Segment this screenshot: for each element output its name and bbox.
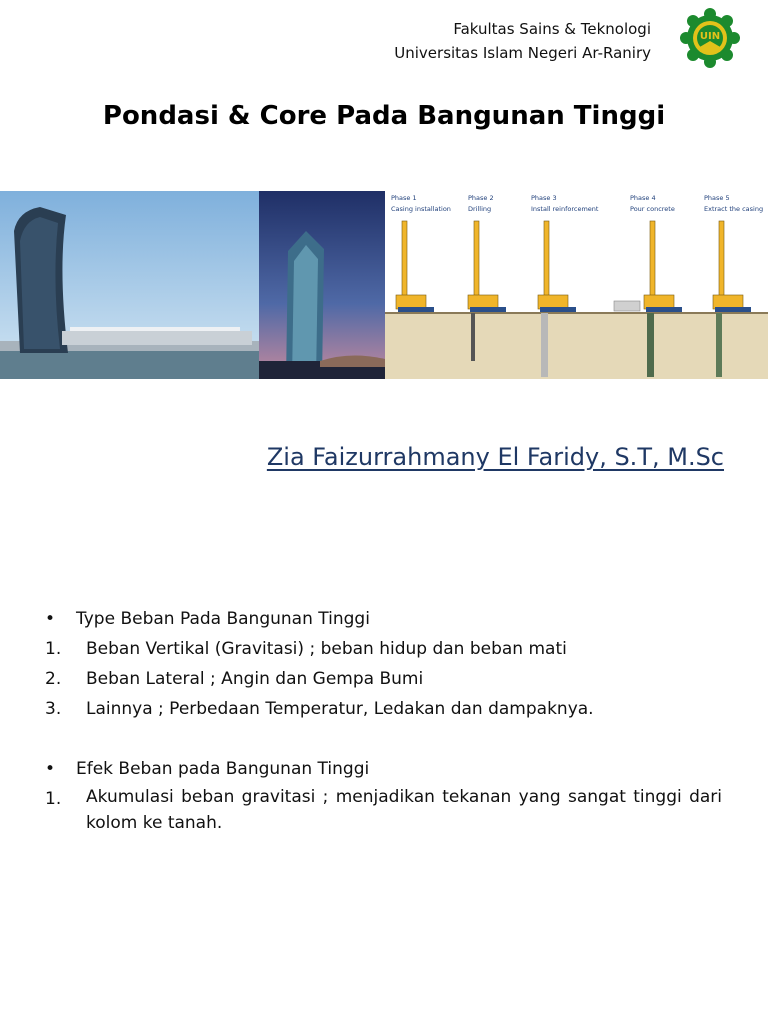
phase-3-label: Install reinforcement — [531, 205, 599, 213]
phase-1-label: Casing installation — [391, 205, 451, 213]
faculty-name: Fakultas Sains & Teknologi — [453, 20, 651, 38]
university-name: Universitas Islam Negeri Ar-Raniry — [394, 44, 651, 62]
leaning-tower-photo — [0, 191, 259, 379]
content-body — [44, 604, 722, 836]
section-heading-text: Type Beban Pada Bangunan Tinggi — [76, 609, 370, 629]
list-number: 1. — [45, 789, 62, 809]
list-item — [44, 784, 722, 836]
list-item — [44, 694, 722, 724]
list-number: 3. — [45, 699, 62, 719]
phase-1-title: Phase 1 — [391, 194, 417, 202]
phase-4-title: Phase 4 — [630, 194, 656, 202]
phase-5-label: Extract the casing — [704, 205, 764, 213]
bullet-marker: • — [45, 759, 56, 779]
faculty-header — [394, 17, 651, 65]
list-item-text: Beban Lateral ; Angin dan Gempa Bumi — [86, 669, 424, 689]
section-heading-1 — [44, 604, 722, 634]
logo-text: UIN — [699, 31, 721, 42]
pile-construction-phases-diagram — [385, 191, 768, 379]
author-link[interactable]: Zia Faizurrahmany El Faridy, S.T, M.Sc — [266, 443, 724, 471]
list-number: 1. — [45, 639, 62, 659]
list-item-text: Akumulasi beban gravitasi ; menjadikan tekanan yang sangat tinggi dari kolom ke tanah. — [86, 787, 722, 833]
list-item-text: Lainnya ; Perbedaan Temperatur, Ledakan dan dampaknya. — [86, 699, 594, 719]
section-heading-text: Efek Beban pada Bangunan Tinggi — [76, 759, 370, 779]
list-item — [44, 634, 722, 664]
university-logo-icon — [680, 8, 740, 68]
list-item — [44, 664, 722, 694]
list-number: 2. — [45, 669, 62, 689]
phase-2-label: Drilling — [468, 205, 492, 213]
phase-3-title: Phase 3 — [531, 194, 557, 202]
phase-5-title: Phase 5 — [704, 194, 730, 202]
phase-4-label: Pour concrete — [630, 205, 675, 213]
phase-2-title: Phase 2 — [468, 194, 494, 202]
page-title: Pondasi & Core Pada Bangunan Tinggi — [102, 101, 666, 131]
night-tower-photo — [259, 191, 385, 379]
bullet-marker: • — [45, 609, 56, 629]
section-heading-2 — [44, 754, 722, 784]
list-item-text: Beban Vertikal (Gravitasi) ; beban hidup dan beban mati — [86, 639, 567, 659]
banner-image — [0, 191, 768, 379]
